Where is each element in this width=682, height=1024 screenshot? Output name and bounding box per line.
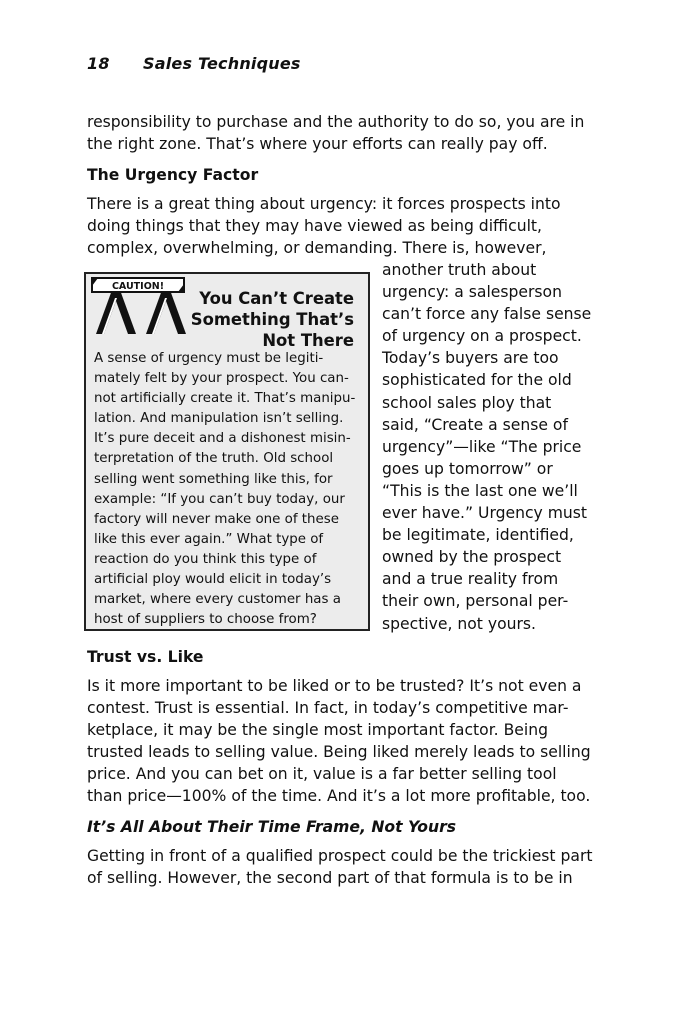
text-line: “This is the last one we’ll: [382, 481, 578, 500]
text-line: terpretation of the truth. Old school: [94, 451, 334, 467]
text-line: market, where every customer has a: [94, 592, 341, 608]
text-line: urgency”—like “The price: [382, 437, 582, 456]
text-line: lation. And manipulation isn’t selling.: [94, 411, 344, 427]
heading-trust-vs-like: Trust vs. Like: [87, 648, 204, 666]
text-line: reaction do you think this type of: [94, 551, 317, 567]
text-line: not artificially create it. That’s manipu-: [94, 391, 356, 407]
page-number: 18: [87, 54, 110, 73]
text-line: mately felt by your prospect. You can-: [94, 371, 349, 387]
caution-badge-text: CAUTION!: [111, 281, 165, 292]
text-line: another truth about: [382, 261, 537, 279]
text-line: urgency: a salesperson: [382, 283, 562, 302]
caution-sidebar: [84, 272, 370, 631]
heading-urgency-factor: The Urgency Factor: [87, 166, 259, 184]
paragraph-1: [87, 111, 597, 155]
text-line: trusted leads to selling value. Being liked merely leads to selling: [87, 743, 591, 761]
text-line: Today’s buyers are too: [382, 349, 559, 368]
text-line: goes up tomorrow” or: [382, 459, 553, 478]
text-line: It’s pure deceit and a dishonest misin-: [94, 431, 351, 447]
text-line: their own, personal per-: [382, 592, 569, 611]
text-line: like this ever again.” What type of: [94, 531, 324, 547]
text-line: price. And you can bet on it, value is a far better selling tool: [87, 765, 557, 783]
text-line: Is it more important to be liked or to be trusted? It’s not even a: [87, 677, 582, 695]
text-line: said, “Create a sense of: [382, 415, 568, 434]
text-line: sophisticated for the old: [382, 371, 572, 390]
text-line: of selling. However, the second part of that formula is to be in: [87, 869, 573, 887]
callout-title-line: You Can’t Create: [199, 289, 354, 308]
text-line: artificial ploy would elicit in today’s: [94, 572, 332, 588]
text-line: contest. Trust is essential. In fact, in today’s competitive mar-: [87, 699, 569, 717]
text-line: Getting in front of a qualified prospect could be the trickiest part: [87, 847, 593, 865]
text-line: school sales ploy that: [382, 393, 552, 412]
text-line: A sense of urgency must be legiti-: [94, 351, 324, 366]
text-line: responsibility to purchase and the authority to do so, you are in: [87, 113, 585, 131]
paragraph-4: [87, 845, 607, 889]
running-header: [87, 54, 301, 73]
callout-body: [94, 349, 366, 630]
text-line: example: “If you can’t buy today, our: [94, 491, 345, 507]
text-line: There is a great thing about urgency: it forces prospects into: [87, 195, 561, 213]
text-line: selling went something like this, for: [94, 471, 333, 487]
callout-title: [164, 288, 354, 351]
text-line: doing things that they may have viewed as being difficult,: [87, 217, 542, 235]
text-line: be legitimate, identified,: [382, 526, 574, 545]
text-line: ketplace, it may be the single most important factor. Being: [87, 721, 548, 739]
paragraph-2-continued: [382, 259, 602, 635]
callout-title-line: Not There: [262, 331, 354, 350]
section-title: Sales Techniques: [143, 54, 301, 73]
paragraph-3: [87, 675, 607, 807]
text-line: and a true reality from: [382, 570, 559, 589]
text-line: spective, not yours.: [382, 614, 537, 633]
text-line: the right zone. That’s where your efforts can really pay off.: [87, 135, 548, 153]
callout-title-line: Something That’s: [190, 310, 354, 329]
paragraph-2: [87, 193, 597, 259]
text-line: of urgency on a prospect.: [382, 327, 582, 346]
text-line: host of suppliers to choose from?: [94, 612, 317, 628]
text-line: can’t force any false sense: [382, 305, 592, 324]
text-line: than price—100% of the time. And it’s a lot more profitable, too.: [87, 787, 591, 805]
text-line: complex, overwhelming, or demanding. There is, however,: [87, 239, 547, 257]
heading-time-frame: It’s All About Their Time Frame, Not Yours: [87, 818, 457, 836]
text-line: ever have.” Urgency must: [382, 504, 588, 523]
text-line: factory will never make one of these: [94, 511, 339, 527]
text-line: owned by the prospect: [382, 548, 562, 567]
